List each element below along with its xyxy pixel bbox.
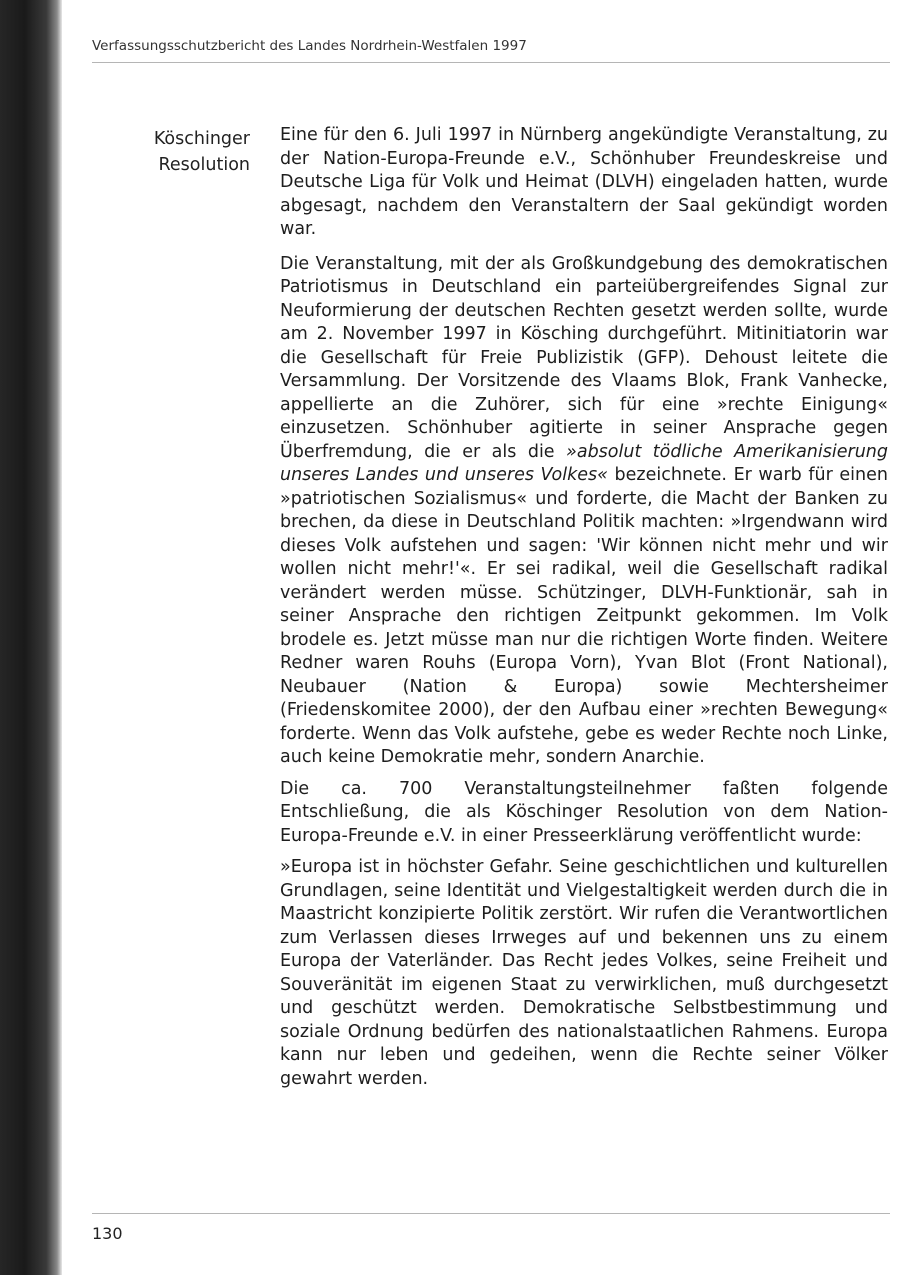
footer-rule: [92, 1213, 890, 1214]
paragraph-2-quote-italic: »absolut tödliche Amerikanisierung unseres Landes und unseres Volkes«: [280, 441, 888, 485]
main-text: [280, 124, 888, 1099]
paragraph-2-text-a: Die Veranstaltung, mit der als Großkundgebung des demokratischen Patriotismus in Deutschland ein parteiübergreifendes Signal zur Neuformierung der deutschen Rechten gesetzt werden sollte, wurde am 2. November 1997 in Kösching durchgeführt. Mitinitiatorin war die Gesellschaft für Freie Publizistik (GFP). Dehoust leitete die Versammlung. Der Vorsitzende des Vlaams Blok, Frank Vanhecke, appellierte an die Zuhörer, sich für eine »rechte Einigung« einzusetzen. Schönhuber agitierte in seiner Ansprache gegen Überfremdung, die er als die: [280, 253, 888, 462]
paragraph-2: [280, 253, 888, 770]
page-number: 130: [92, 1224, 123, 1243]
margin-note: [92, 126, 250, 178]
header-rule: [92, 62, 890, 63]
margin-note-line-2: Resolution: [158, 155, 250, 175]
margin-note-line-1: Köschinger: [153, 129, 250, 149]
book-binding-shadow: [0, 0, 62, 1275]
paragraph-1: Eine für den 6. Juli 1997 in Nürnberg angekündigte Veranstaltung, zu der Nation-Europa-Freunde e.V., Schönhuber Freundeskreise und Deutsche Liga für Volk und Heimat (DLVH) eingeladen hatten, wurde abgesagt, nachdem den Veranstaltern der Saal gekündigt worden war.: [280, 125, 888, 239]
paragraph-2-text-b: bezeichnete. Er warb für einen »patriotischen Sozialismus« und forderte, die Macht der Banken zu brechen, da diese in Deutschland Politik machten: »Irgendwann wird dieses Volk aufstehen und sagen: 'Wir können nicht mehr und wir wollen nicht mehr!'«. Er sei radikal, weil die Gesellschaft radikal verändert werden müsse. Schützinger, DLVH-Funktionär, sah in seiner Ansprache den richtigen Zeitpunkt gekommen. Im Volk brodele es. Jetzt müsse man nur die richtigen Worte finden. Weitere Redner waren Rouhs (Europa Vorn), Yvan Blot (Front National), Neubauer (Nation & Europa) sowie Mechtersheimer (Friedenskomitee 2000), der den Aufbau einer »rechten Bewegung« forderte. Wenn das Volk aufstehe, gebe es weder Rechte noch Linke, auch keine Demokratie mehr, sondern Anarchie.: [280, 465, 888, 767]
paragraph-3: Die ca. 700 Veranstaltungsteilnehmer faßten folgende Entschließung, die als Köschinger Resolution von dem Nation-Europa-Freunde e.V. in einer Presseerklärung veröffentlicht wurde:: [280, 778, 888, 846]
running-header: Verfassungsschutzbericht des Landes Nordrhein-Westfalen 1997: [92, 38, 527, 54]
paragraph-4-resolution-quote: »Europa ist in höchster Gefahr. Seine geschichtlichen und kulturellen Grundlagen, seine Identität und Vielgestaltigkeit werden durch die in Maastricht konzipierte Politik zerstört. Wir rufen die Verantwortlichen zum Verlassen dieses Irrweges auf und bekennen uns zu einem Europa der Vaterländer. Das Recht jedes Volkes, seine Freiheit und Souveränität im eigenen Staat zu verwirklichen, muß durchgesetzt und geschützt werden. Demokratische Selbstbestimmung und soziale Ordnung bedürfen des nationalstaatlichen Rahmens. Europa kann nur leben und gedeihen, wenn die Rechte seiner Völker gewahrt werden.: [280, 857, 888, 1089]
